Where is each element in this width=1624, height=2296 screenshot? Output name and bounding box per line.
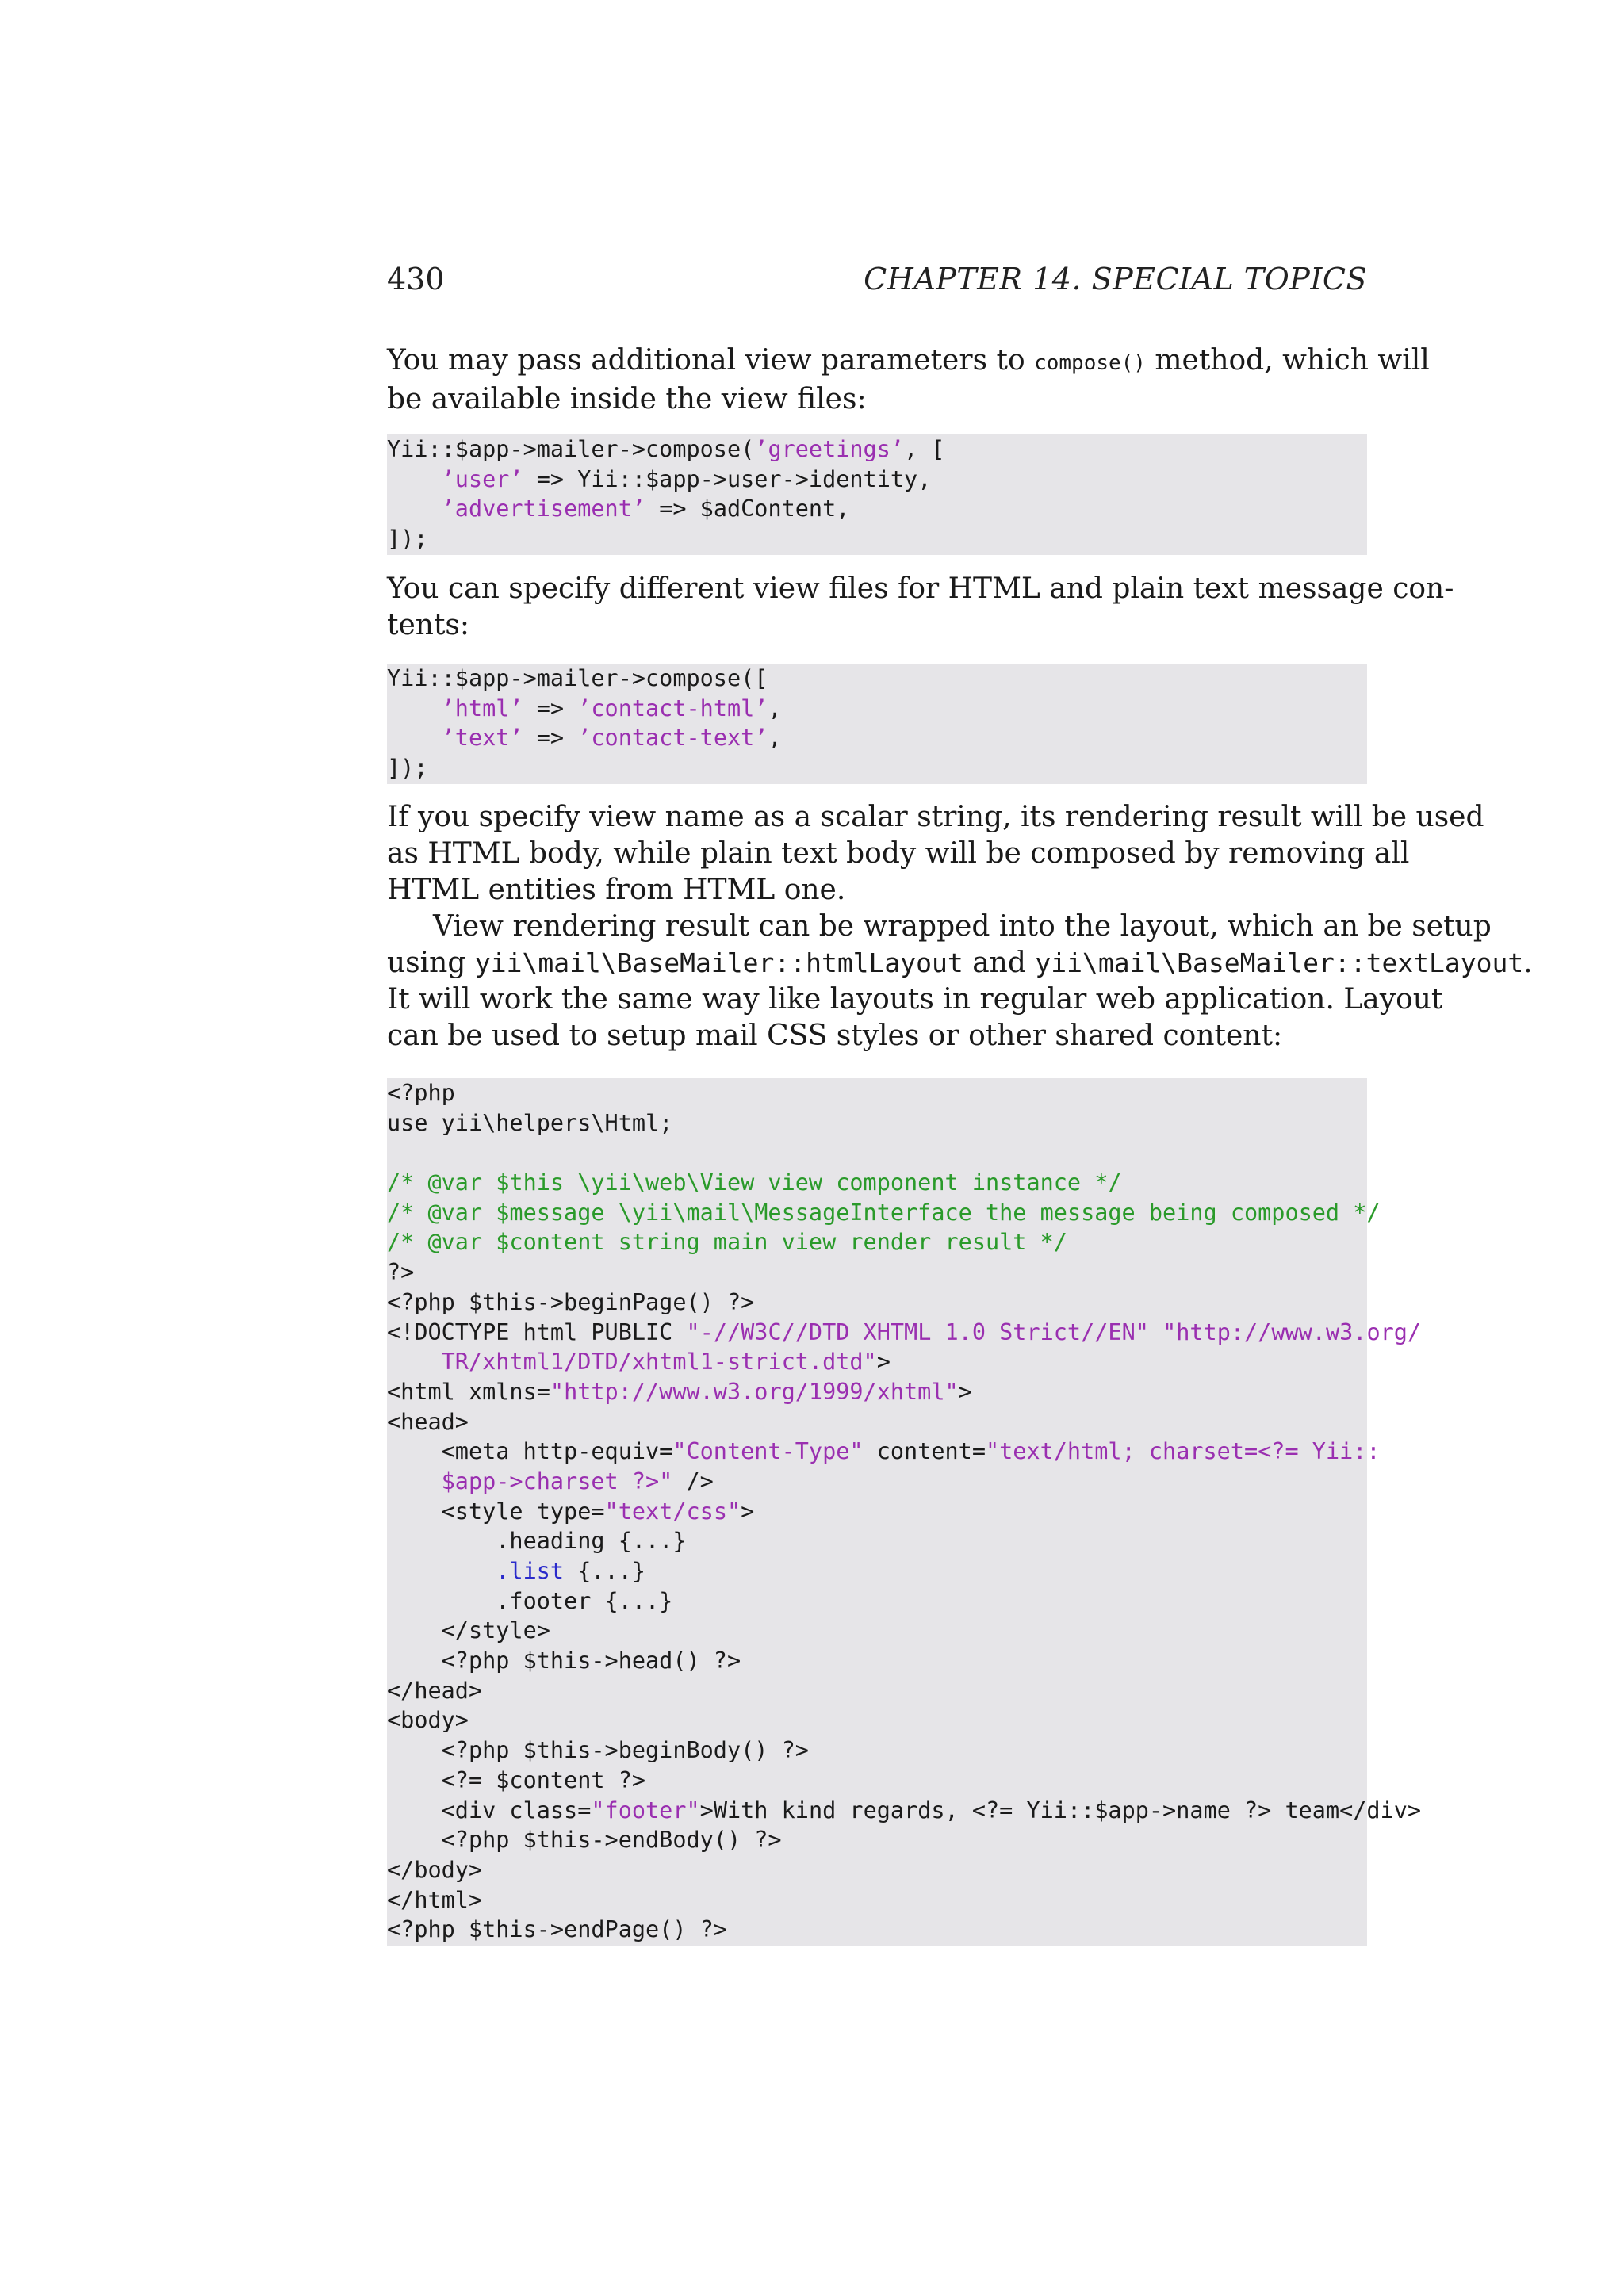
code-token: => Yii::$app->user->identity, [523,465,932,492]
code-token [387,725,442,751]
paragraph-line: can be used to setup mail CSS styles or other shared content: [387,1020,1283,1052]
code-token: <?php $this->endPage() ?> [387,1916,727,1943]
code-line [387,1078,1367,1108]
code-token: use yii\helpers\Html; [387,1109,673,1136]
code-line [387,1497,1367,1527]
code-line [387,1915,1367,1945]
code-token: <?php $this->endBody() ?> [387,1827,782,1854]
code-token: Yii::$app->mailer->compose( [387,436,755,462]
code-token: <?php $this->beginPage() ?> [387,1288,755,1315]
code-token: <html xmlns= [387,1378,550,1405]
code-token: "-//W3C//DTD XHTML 1.0 Strict//EN" [686,1318,1149,1345]
paragraph-view-parameters [387,342,1430,418]
inline-code-text-layout: yii\mail\BaseMailer::textLayout [1035,947,1524,978]
code-line [387,1168,1367,1198]
paragraph-line [387,342,1430,381]
code-token: "Content-Type" [672,1438,864,1465]
code-line [387,1616,1367,1646]
code-line [387,1855,1367,1885]
code-token: , [768,725,782,752]
code-line [387,753,1367,783]
code-token: > [741,1498,755,1525]
code-line [387,1138,1367,1168]
code-token: "http://www.w3.org/1999/xhtml" [550,1378,959,1405]
code-token: "text/css" [604,1498,741,1525]
code-line [387,1796,1422,1826]
code-token: ]); [387,526,428,553]
code-token: <?php [387,1080,455,1106]
code-token: > [876,1349,891,1376]
code-line [387,1646,1367,1676]
code-line [387,1467,1367,1497]
code-token: <head> [387,1408,469,1435]
code-token: .footer {...} [387,1587,673,1614]
code-line [387,1407,1367,1437]
code-token: <meta http-equiv= [387,1438,673,1465]
code-token: <!DOCTYPE html PUBLIC [387,1318,687,1345]
code-token: <?= $content ?> [387,1766,646,1793]
paragraph-line: You can specify different view files for HTML and plain text message con- [387,572,1454,605]
code-token: "http://www.w3.org/ [1162,1318,1422,1345]
code-token: <div class= [387,1797,592,1823]
code-block-layout-template [387,1078,1422,1946]
code-token: /* @var $this \yii\web\View view component instance */ [387,1169,1122,1196]
code-token: "text/html; charset=<?= Yii:: [985,1438,1381,1465]
code-token [387,1558,496,1584]
code-token: </html> [387,1886,483,1913]
code-token: </head> [387,1677,483,1704]
code-block-compose-views [387,664,1367,784]
code-line [387,1288,1367,1318]
code-line [387,1885,1367,1915]
code-line [387,524,1367,554]
code-token: ’user’ [441,465,523,492]
code-token: => [523,695,578,721]
code-line [387,1676,1367,1706]
code-line [387,494,1367,524]
code-token [387,496,442,522]
code-token: ]); [387,755,428,782]
code-block-compose-params [387,434,1367,555]
paragraph-line: It will work the same way like layouts in regular web application. Layout [387,983,1443,1016]
code-line [387,1227,1367,1257]
code-token: /* @var $message \yii\mail\MessageInterface the message being composed */ [387,1199,1381,1226]
code-token: , [768,695,782,721]
paragraph-line: HTML entities from HTML one. [387,874,846,906]
code-token: ?> [387,1259,415,1286]
code-token: $app->charset ?>" [441,1468,673,1494]
code-token: ’text’ [441,725,523,752]
code-token: => $adContent, [645,496,850,522]
code-token [1149,1319,1162,1345]
code-token: ’contact-html’ [577,695,768,721]
code-line [387,723,1367,753]
code-token: "footer" [591,1797,700,1823]
code-line [387,434,1367,465]
code-line [387,1586,1367,1617]
paragraph-view-files [387,571,1454,644]
code-line [387,1347,1367,1377]
code-token: ’contact-text’ [577,725,768,752]
code-token: ’greetings’ [754,436,905,462]
code-line [387,1108,1367,1138]
code-token [387,1349,442,1375]
code-token: </body> [387,1856,483,1883]
code-token [387,1468,442,1494]
code-line [387,1437,1381,1467]
code-token: </style> [387,1617,550,1644]
text-segment: method, which will [1145,344,1430,377]
inline-code-compose: compose() [1034,351,1146,375]
paragraph-line: be available inside the view files: [387,383,867,415]
code-line [387,1705,1367,1735]
text-segment: using [387,947,475,979]
code-token: <?php $this->head() ?> [387,1647,741,1674]
code-token: TR/xhtml1/DTD/xhtml1-strict.dtd" [441,1349,877,1376]
text-segment: and [963,947,1036,979]
code-line [387,664,1367,694]
code-line [387,1377,1367,1407]
code-line [387,1735,1367,1766]
code-token: ’advertisement’ [441,496,646,522]
code-token: content= [863,1438,986,1465]
code-token: > [958,1378,972,1405]
code-token: {...} [564,1558,646,1584]
page-header [387,255,1367,303]
code-token: => [523,725,578,752]
code-token: /> [672,1468,714,1494]
code-token: .list [496,1558,565,1584]
code-token [387,466,442,492]
code-line [387,465,1367,495]
code-line [387,1198,1381,1228]
paragraph-line: as HTML body, while plain text body will be composed by removing all [387,837,1410,870]
code-line [387,1825,1367,1855]
inline-code-html-layout: yii\mail\BaseMailer::htmlLayout [474,947,963,978]
code-token: <body> [387,1707,469,1734]
code-token: Yii::$app->mailer->compose([ [387,665,768,691]
code-token [387,695,442,721]
paragraph-line [387,945,1533,982]
page-number: 430 [387,262,445,297]
text-segment: . [1523,947,1533,979]
text-segment: You may pass additional view parameters to [387,344,1035,377]
code-token: ’html’ [441,695,523,721]
running-head: CHAPTER 14. SPECIAL TOPICS [864,262,1367,297]
code-line [387,1556,1367,1586]
code-line [387,1257,1367,1288]
code-token: <?php $this->beginBody() ?> [387,1737,809,1764]
code-token: .heading {...} [387,1528,687,1555]
code-line [387,1526,1367,1556]
code-token: >With kind regards, <?= Yii::$app->name ?> team</div> [699,1797,1422,1823]
code-token: <style type= [387,1498,605,1525]
code-line [387,1766,1367,1796]
code-token: /* @var $content string main view render result */ [387,1229,1067,1256]
paragraph-layout [387,799,1533,1054]
code-line [387,694,1367,724]
code-line [387,1318,1422,1348]
code-token: , [ [904,436,945,462]
paragraph-line: If you specify view name as a scalar string, its rendering result will be used [387,801,1484,833]
paragraph-line: tents: [387,609,470,641]
paragraph-line: View rendering result can be wrapped into the layout, which an be setup [433,910,1492,943]
